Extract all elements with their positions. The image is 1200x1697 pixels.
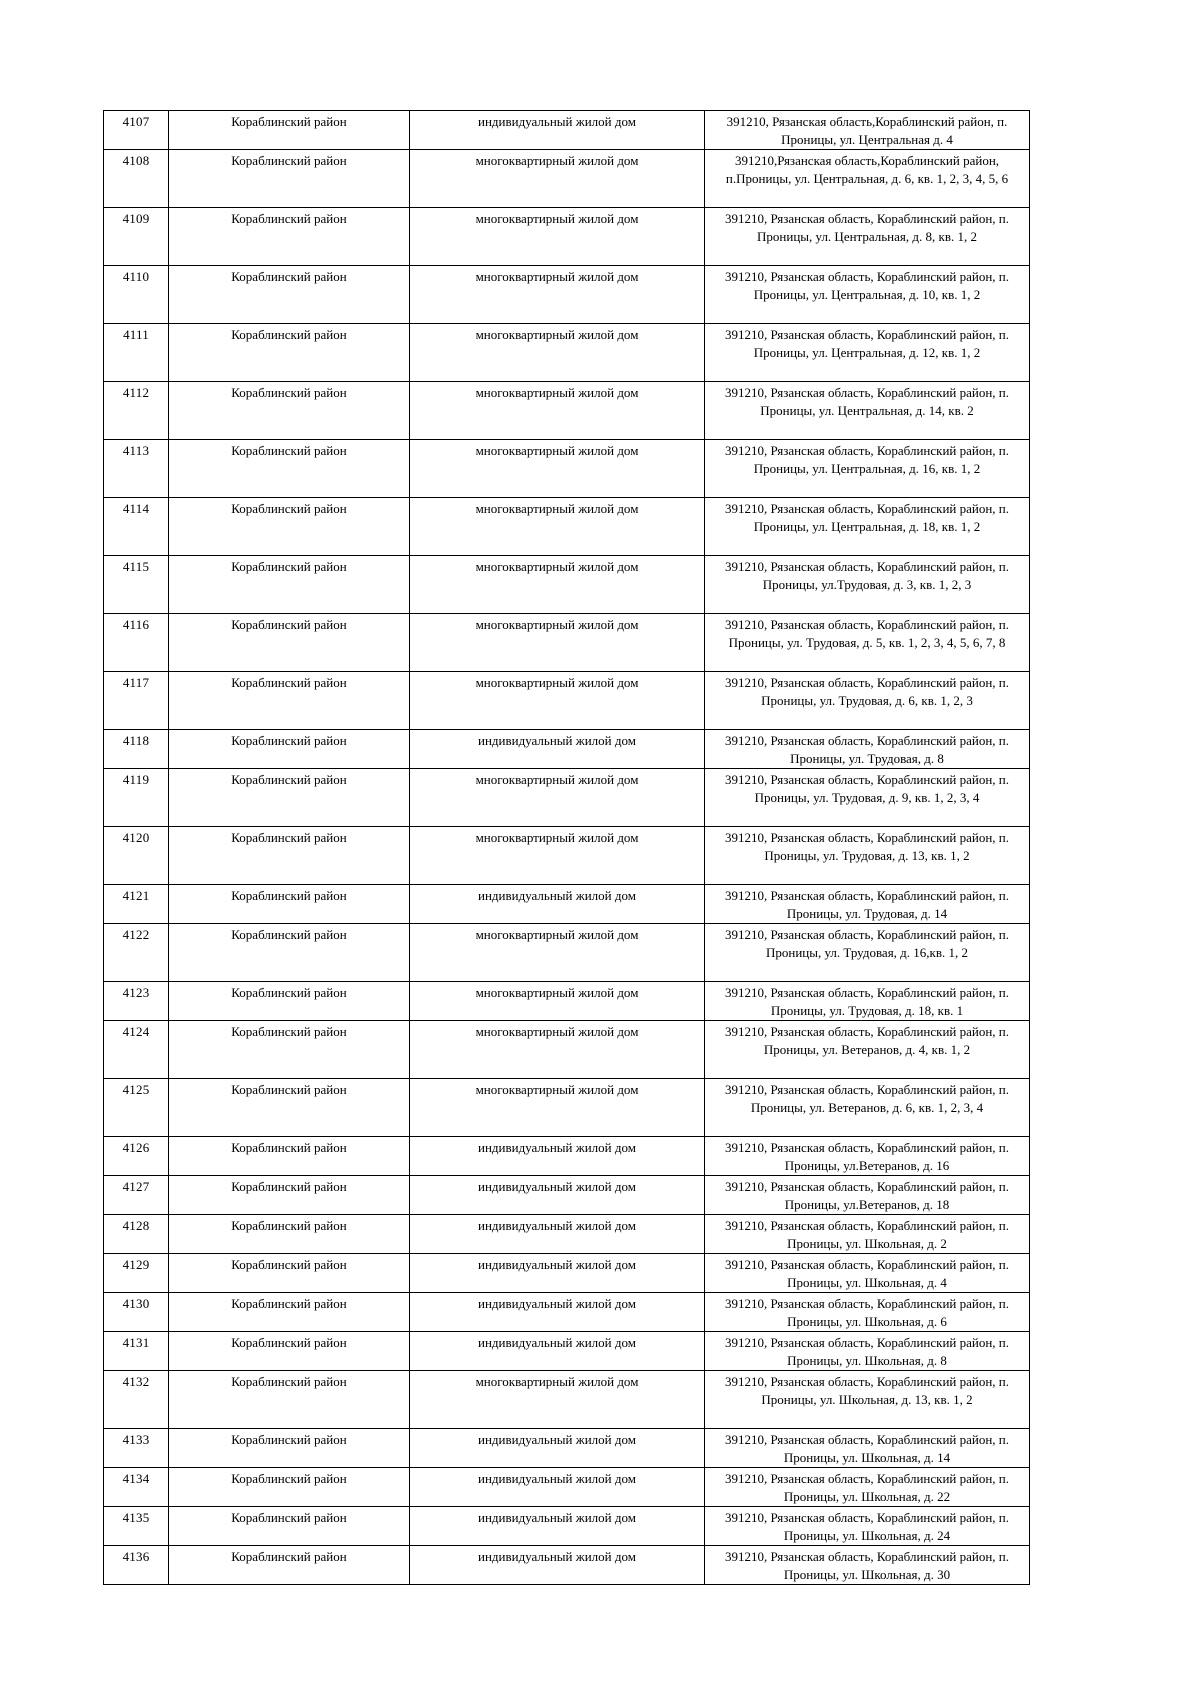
housing-register-table [103,110,1030,1585]
district-cell: Кораблинский район [169,1079,410,1137]
building-type-cell: индивидуальный жилой дом [410,1507,705,1546]
table-row [104,1254,1030,1293]
building-type-cell: многоквартирный жилой дом [410,1021,705,1079]
building-type-cell: многоквартирный жилой дом [410,614,705,672]
address-cell: 391210, Рязанская область, Кораблинский район, п. Проницы, ул. Центральная, д. 14, кв. 2 [705,382,1030,440]
district-cell: Кораблинский район [169,1332,410,1371]
district-cell: Кораблинский район [169,266,410,324]
district-cell: Кораблинский район [169,827,410,885]
building-type-cell: многоквартирный жилой дом [410,208,705,266]
district-cell: Кораблинский район [169,1507,410,1546]
row-number-cell: 4127 [104,1176,169,1215]
district-cell: Кораблинский район [169,150,410,208]
table-row [104,1079,1030,1137]
address-cell: 391210, Рязанская область, Кораблинский район, п. Проницы, ул. Трудовая, д. 9, кв. 1, 2, 3, 4 [705,769,1030,827]
building-type-cell: многоквартирный жилой дом [410,150,705,208]
address-cell: 391210, Рязанская область, Кораблинский район, п. Проницы, ул. Школьная, д. 24 [705,1507,1030,1546]
address-cell: 391210, Рязанская область, Кораблинский район, п. Проницы, ул. Трудовая, д. 16,кв. 1, 2 [705,924,1030,982]
district-cell: Кораблинский район [169,1254,410,1293]
district-cell: Кораблинский район [169,324,410,382]
table-row [104,1332,1030,1371]
table-row [104,730,1030,769]
table-row [104,382,1030,440]
row-number-cell: 4123 [104,982,169,1021]
address-cell: 391210,Рязанская область,Кораблинский район, п.Проницы, ул. Центральная, д. 6, кв. 1, 2, 3, 4, 5, 6 [705,150,1030,208]
district-cell: Кораблинский район [169,1176,410,1215]
table-row [104,1507,1030,1546]
row-number-cell: 4114 [104,498,169,556]
address-cell: 391210, Рязанская область, Кораблинский район, п. Проницы, ул.Трудовая, д. 3, кв. 1, 2, 3 [705,556,1030,614]
address-cell: 391210, Рязанская область,Кораблинский район, п. Проницы, ул. Центральная д. 4 [705,111,1030,150]
table-row [104,150,1030,208]
register-body [104,111,1030,1585]
district-cell: Кораблинский район [169,440,410,498]
address-cell: 391210, Рязанская область, Кораблинский район, п. Проницы, ул. Центральная, д. 18, кв. 1, 2 [705,498,1030,556]
district-cell: Кораблинский район [169,1429,410,1468]
table-row [104,556,1030,614]
address-cell: 391210, Рязанская область, Кораблинский район, п. Проницы, ул. Трудовая, д. 14 [705,885,1030,924]
building-type-cell: индивидуальный жилой дом [410,1254,705,1293]
row-number-cell: 4110 [104,266,169,324]
table-row [104,440,1030,498]
row-number-cell: 4129 [104,1254,169,1293]
table-row [104,1429,1030,1468]
row-number-cell: 4128 [104,1215,169,1254]
address-cell: 391210, Рязанская область, Кораблинский район, п. Проницы, ул. Центральная, д. 10, кв. 1, 2 [705,266,1030,324]
address-cell: 391210, Рязанская область, Кораблинский район, п. Проницы, ул. Центральная, д. 8, кв. 1, 2 [705,208,1030,266]
address-cell: 391210, Рязанская область, Кораблинский район, п. Проницы, ул. Ветеранов, д. 6, кв. 1, 2, 3, 4 [705,1079,1030,1137]
building-type-cell: многоквартирный жилой дом [410,440,705,498]
address-cell: 391210, Рязанская область, Кораблинский район, п. Проницы, ул. Трудовая, д. 5, кв. 1, 2, 3, 4, 5, 6, 7, 8 [705,614,1030,672]
table-row [104,672,1030,730]
table-row [104,1176,1030,1215]
district-cell: Кораблинский район [169,1215,410,1254]
table-row [104,769,1030,827]
district-cell: Кораблинский район [169,730,410,769]
address-cell: 391210, Рязанская область, Кораблинский район, п. Проницы, ул.Ветеранов, д. 16 [705,1137,1030,1176]
district-cell: Кораблинский район [169,672,410,730]
row-number-cell: 4134 [104,1468,169,1507]
building-type-cell: индивидуальный жилой дом [410,1468,705,1507]
address-cell: 391210, Рязанская область, Кораблинский район, п. Проницы, ул. Центральная, д. 16, кв. 1, 2 [705,440,1030,498]
table-row [104,924,1030,982]
building-type-cell: индивидуальный жилой дом [410,885,705,924]
row-number-cell: 4108 [104,150,169,208]
row-number-cell: 4135 [104,1507,169,1546]
row-number-cell: 4109 [104,208,169,266]
address-cell: 391210, Рязанская область, Кораблинский район, п. Проницы, ул. Школьная, д. 8 [705,1332,1030,1371]
district-cell: Кораблинский район [169,556,410,614]
address-cell: 391210, Рязанская область, Кораблинский район, п. Проницы, ул. Трудовая, д. 13, кв. 1, 2 [705,827,1030,885]
table-row [104,1546,1030,1585]
row-number-cell: 4136 [104,1546,169,1585]
building-type-cell: многоквартирный жилой дом [410,1079,705,1137]
row-number-cell: 4115 [104,556,169,614]
building-type-cell: индивидуальный жилой дом [410,111,705,150]
address-cell: 391210, Рязанская область, Кораблинский район, п. Проницы, ул. Школьная, д. 14 [705,1429,1030,1468]
address-cell: 391210, Рязанская область, Кораблинский район, п. Проницы, ул. Школьная, д. 2 [705,1215,1030,1254]
district-cell: Кораблинский район [169,924,410,982]
address-cell: 391210, Рязанская область, Кораблинский район, п. Проницы, ул.Ветеранов, д. 18 [705,1176,1030,1215]
building-type-cell: многоквартирный жилой дом [410,672,705,730]
table-row [104,1215,1030,1254]
address-cell: 391210, Рязанская область, Кораблинский район, п. Проницы, ул. Школьная, д. 4 [705,1254,1030,1293]
row-number-cell: 4122 [104,924,169,982]
row-number-cell: 4131 [104,1332,169,1371]
district-cell: Кораблинский район [169,208,410,266]
table-row [104,614,1030,672]
address-cell: 391210, Рязанская область, Кораблинский район, п. Проницы, ул. Трудовая, д. 6, кв. 1, 2, 3 [705,672,1030,730]
row-number-cell: 4119 [104,769,169,827]
table-row [104,208,1030,266]
district-cell: Кораблинский район [169,1468,410,1507]
row-number-cell: 4111 [104,324,169,382]
table-row [104,827,1030,885]
table-row [104,1021,1030,1079]
row-number-cell: 4116 [104,614,169,672]
building-type-cell: многоквартирный жилой дом [410,266,705,324]
address-cell: 391210, Рязанская область, Кораблинский район, п. Проницы, ул. Школьная, д. 30 [705,1546,1030,1585]
district-cell: Кораблинский район [169,1137,410,1176]
district-cell: Кораблинский район [169,885,410,924]
building-type-cell: индивидуальный жилой дом [410,1332,705,1371]
district-cell: Кораблинский район [169,382,410,440]
row-number-cell: 4121 [104,885,169,924]
address-cell: 391210, Рязанская область, Кораблинский район, п. Проницы, ул. Ветеранов, д. 4, кв. 1, 2 [705,1021,1030,1079]
district-cell: Кораблинский район [169,1021,410,1079]
building-type-cell: индивидуальный жилой дом [410,1176,705,1215]
building-type-cell: многоквартирный жилой дом [410,556,705,614]
district-cell: Кораблинский район [169,614,410,672]
row-number-cell: 4118 [104,730,169,769]
row-number-cell: 4117 [104,672,169,730]
row-number-cell: 4126 [104,1137,169,1176]
row-number-cell: 4112 [104,382,169,440]
building-type-cell: многоквартирный жилой дом [410,924,705,982]
address-cell: 391210, Рязанская область, Кораблинский район, п. Проницы, ул. Школьная, д. 6 [705,1293,1030,1332]
building-type-cell: многоквартирный жилой дом [410,982,705,1021]
table-row [104,885,1030,924]
building-type-cell: многоквартирный жилой дом [410,324,705,382]
table-row [104,982,1030,1021]
table-row [104,1371,1030,1429]
district-cell: Кораблинский район [169,1546,410,1585]
address-cell: 391210, Рязанская область, Кораблинский район, п. Проницы, ул. Трудовая, д. 18, кв. 1 [705,982,1030,1021]
address-cell: 391210, Рязанская область, Кораблинский район, п. Проницы, ул. Трудовая, д. 8 [705,730,1030,769]
building-type-cell: многоквартирный жилой дом [410,827,705,885]
row-number-cell: 4125 [104,1079,169,1137]
building-type-cell: индивидуальный жилой дом [410,1215,705,1254]
building-type-cell: индивидуальный жилой дом [410,1293,705,1332]
building-type-cell: индивидуальный жилой дом [410,1429,705,1468]
district-cell: Кораблинский район [169,1371,410,1429]
table-row [104,324,1030,382]
district-cell: Кораблинский район [169,111,410,150]
row-number-cell: 4124 [104,1021,169,1079]
building-type-cell: индивидуальный жилой дом [410,1137,705,1176]
district-cell: Кораблинский район [169,498,410,556]
table-row [104,1293,1030,1332]
table-row [104,1137,1030,1176]
row-number-cell: 4120 [104,827,169,885]
building-type-cell: многоквартирный жилой дом [410,769,705,827]
row-number-cell: 4133 [104,1429,169,1468]
address-cell: 391210, Рязанская область, Кораблинский район, п. Проницы, ул. Центральная, д. 12, кв. 1, 2 [705,324,1030,382]
row-number-cell: 4132 [104,1371,169,1429]
address-cell: 391210, Рязанская область, Кораблинский район, п. Проницы, ул. Школьная, д. 22 [705,1468,1030,1507]
district-cell: Кораблинский район [169,769,410,827]
building-type-cell: многоквартирный жилой дом [410,498,705,556]
district-cell: Кораблинский район [169,1293,410,1332]
table-row [104,111,1030,150]
district-cell: Кораблинский район [169,982,410,1021]
building-type-cell: индивидуальный жилой дом [410,730,705,769]
building-type-cell: индивидуальный жилой дом [410,1546,705,1585]
building-type-cell: многоквартирный жилой дом [410,1371,705,1429]
address-cell: 391210, Рязанская область, Кораблинский район, п. Проницы, ул. Школьная, д. 13, кв. 1, 2 [705,1371,1030,1429]
table-row [104,1468,1030,1507]
row-number-cell: 4107 [104,111,169,150]
table-row [104,266,1030,324]
table-row [104,498,1030,556]
building-type-cell: многоквартирный жилой дом [410,382,705,440]
row-number-cell: 4113 [104,440,169,498]
row-number-cell: 4130 [104,1293,169,1332]
